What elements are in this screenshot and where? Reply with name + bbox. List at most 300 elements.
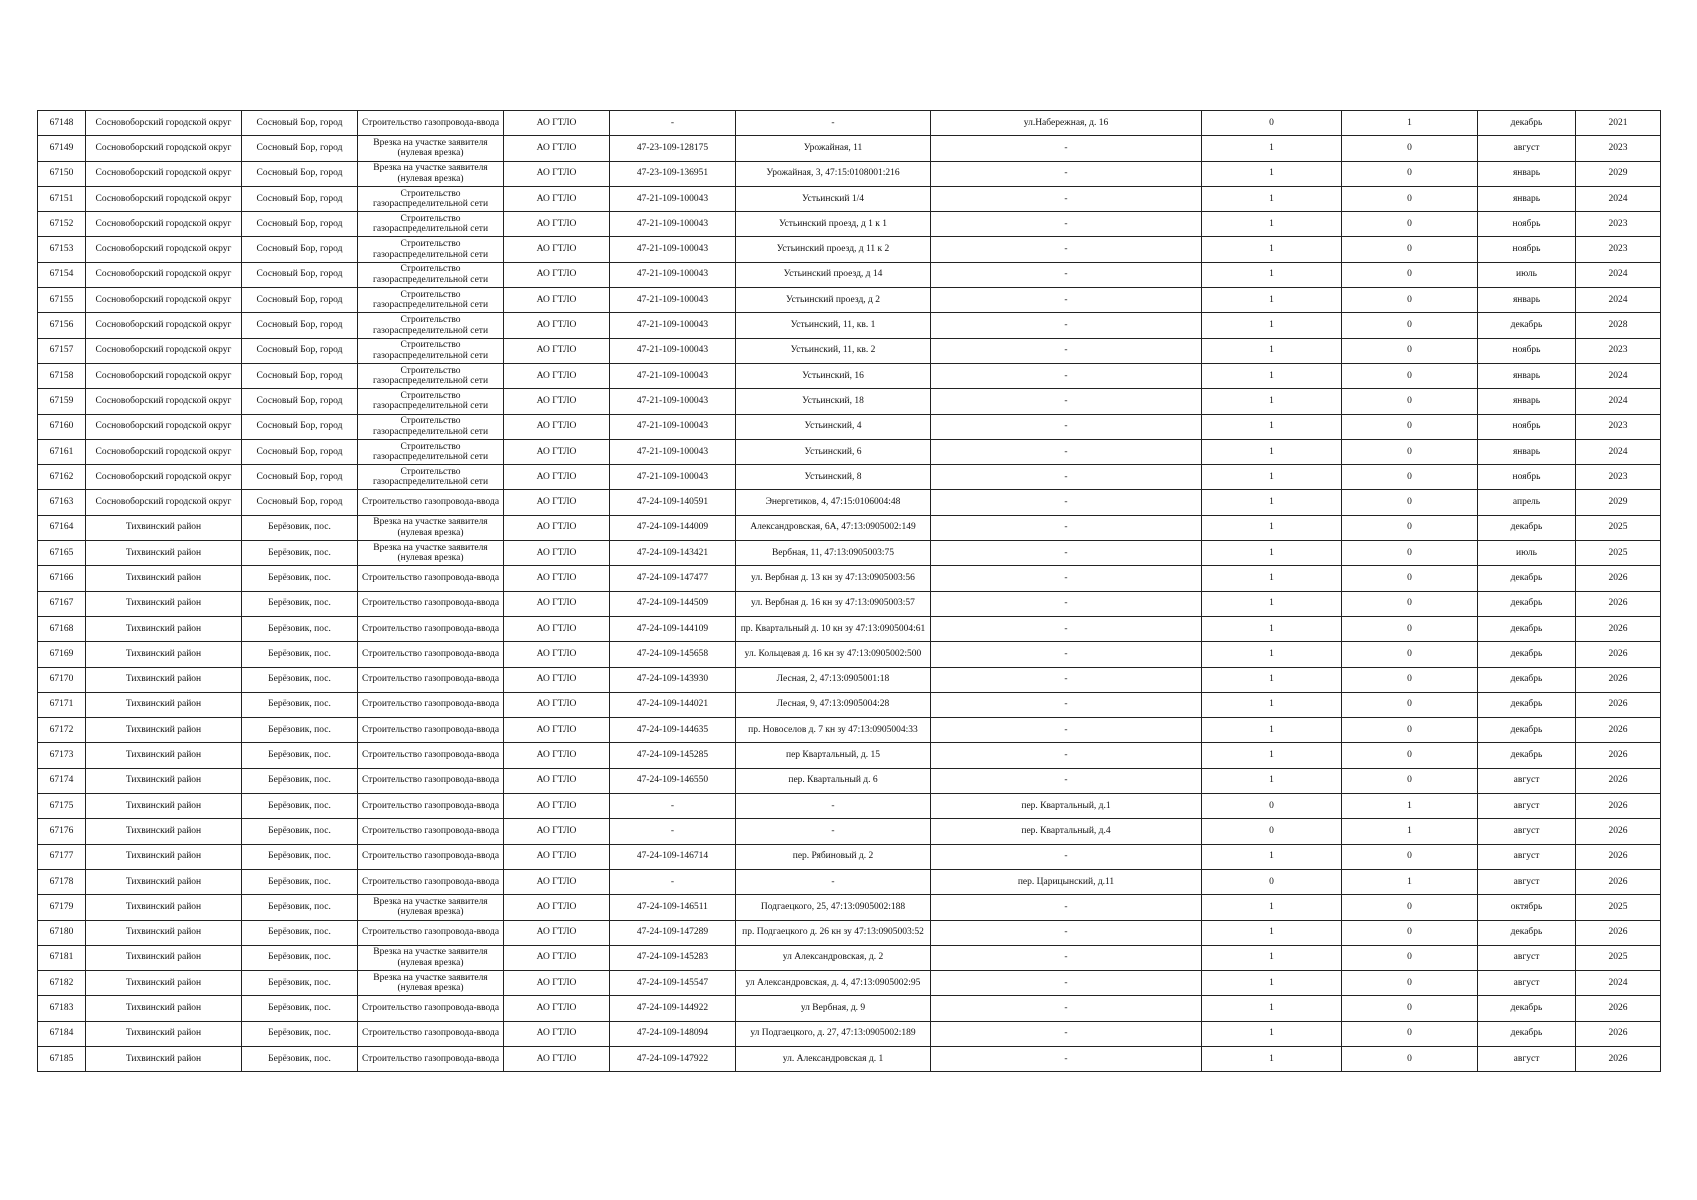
table-row [38,794,1661,819]
alt-address-cell: - [931,1046,1202,1071]
row-number: 67158 [38,363,86,388]
work-type-cell: Строительство газопровода-ввода [358,768,504,793]
flag-b-cell: 0 [1342,313,1478,338]
table-row [38,465,1661,490]
alt-address-cell: - [931,414,1202,439]
application-number-cell: 47-21-109-100043 [610,389,736,414]
settlement-cell: Берёзовик, пос. [242,566,358,591]
address-cell: пер Квартальный, д. 15 [736,743,931,768]
flag-b-cell: 1 [1342,794,1478,819]
organization-cell: АО ГТЛО [504,111,610,136]
flag-b-cell: 0 [1342,212,1478,237]
municipality-cell: Тихвинский район [86,1021,242,1046]
gas-connection-table [37,110,1661,1072]
row-number: 67162 [38,465,86,490]
row-number: 67180 [38,920,86,945]
flag-b-cell: 0 [1342,591,1478,616]
organization-cell: АО ГТЛО [504,288,610,313]
flag-a-cell: 1 [1202,288,1342,313]
row-number: 67167 [38,591,86,616]
application-number-cell: - [610,111,736,136]
month-cell: август [1478,768,1576,793]
settlement-cell: Сосновый Бор, город [242,136,358,161]
year-cell: 2026 [1576,616,1661,641]
row-number: 67154 [38,262,86,287]
year-cell: 2026 [1576,768,1661,793]
flag-b-cell: 0 [1342,161,1478,186]
address-cell: Устьинский 1/4 [736,186,931,211]
row-number: 67171 [38,692,86,717]
work-type-cell: Строительство газопровода-ввода [358,743,504,768]
alt-address-cell: - [931,262,1202,287]
flag-a-cell: 1 [1202,515,1342,540]
alt-address-cell: - [931,515,1202,540]
settlement-cell: Сосновый Бор, город [242,439,358,464]
settlement-cell: Берёзовик, пос. [242,1021,358,1046]
flag-a-cell: 1 [1202,541,1342,566]
month-cell: август [1478,869,1576,894]
municipality-cell: Сосновоборский городской округ [86,313,242,338]
table-row [38,1046,1661,1071]
settlement-cell: Берёзовик, пос. [242,819,358,844]
row-number: 67177 [38,844,86,869]
application-number-cell: 47-24-109-145658 [610,642,736,667]
municipality-cell: Тихвинский район [86,971,242,996]
organization-cell: АО ГТЛО [504,338,610,363]
work-type-cell: Врезка на участке заявителя (нулевая врезка) [358,971,504,996]
table-body [38,111,1661,1072]
flag-a-cell: 0 [1202,794,1342,819]
month-cell: январь [1478,288,1576,313]
flag-a-cell: 1 [1202,186,1342,211]
month-cell: декабрь [1478,616,1576,641]
row-number: 67173 [38,743,86,768]
municipality-cell: Сосновоборский городской округ [86,237,242,262]
municipality-cell: Тихвинский район [86,642,242,667]
organization-cell: АО ГТЛО [504,262,610,287]
organization-cell: АО ГТЛО [504,667,610,692]
flag-a-cell: 1 [1202,439,1342,464]
organization-cell: АО ГТЛО [504,136,610,161]
organization-cell: АО ГТЛО [504,212,610,237]
address-cell: пр. Новоселов д. 7 кн зу 47:13:0905004:33 [736,718,931,743]
municipality-cell: Сосновоборский городской округ [86,262,242,287]
flag-a-cell: 1 [1202,363,1342,388]
flag-b-cell: 0 [1342,895,1478,920]
municipality-cell: Тихвинский район [86,591,242,616]
flag-a-cell: 1 [1202,414,1342,439]
alt-address-cell: - [931,136,1202,161]
flag-b-cell: 0 [1342,237,1478,262]
application-number-cell: 47-24-109-144109 [610,616,736,641]
flag-b-cell: 0 [1342,743,1478,768]
municipality-cell: Тихвинский район [86,844,242,869]
application-number-cell: 47-21-109-100043 [610,288,736,313]
organization-cell: АО ГТЛО [504,186,610,211]
year-cell: 2025 [1576,895,1661,920]
application-number-cell: 47-24-109-144021 [610,692,736,717]
alt-address-cell: - [931,1021,1202,1046]
month-cell: ноябрь [1478,237,1576,262]
table-row [38,642,1661,667]
row-number: 67164 [38,515,86,540]
address-cell: Устьинский, 11, кв. 2 [736,338,931,363]
year-cell: 2029 [1576,490,1661,515]
address-cell: ул. Вербная д. 13 кн зу 47:13:0905003:56 [736,566,931,591]
municipality-cell: Тихвинский район [86,869,242,894]
alt-address-cell: - [931,718,1202,743]
organization-cell: АО ГТЛО [504,895,610,920]
table-row [38,541,1661,566]
alt-address-cell: пер. Царицынский, д.11 [931,869,1202,894]
month-cell: апрель [1478,490,1576,515]
year-cell: 2028 [1576,313,1661,338]
alt-address-cell: - [931,338,1202,363]
flag-b-cell: 0 [1342,465,1478,490]
organization-cell: АО ГТЛО [504,465,610,490]
alt-address-cell: - [931,541,1202,566]
work-type-cell: Врезка на участке заявителя (нулевая врезка) [358,541,504,566]
table-row [38,363,1661,388]
row-number: 67160 [38,414,86,439]
flag-b-cell: 0 [1342,439,1478,464]
flag-b-cell: 0 [1342,996,1478,1021]
address-cell: Лесная, 9, 47:13:0905004:28 [736,692,931,717]
settlement-cell: Сосновый Бор, город [242,414,358,439]
work-type-cell: Врезка на участке заявителя (нулевая врезка) [358,945,504,970]
flag-a-cell: 1 [1202,313,1342,338]
flag-a-cell: 0 [1202,111,1342,136]
settlement-cell: Сосновый Бор, город [242,465,358,490]
work-type-cell: Строительство газопровода-ввода [358,920,504,945]
municipality-cell: Тихвинский район [86,895,242,920]
table-row [38,237,1661,262]
flag-a-cell: 1 [1202,616,1342,641]
organization-cell: АО ГТЛО [504,515,610,540]
municipality-cell: Сосновоборский городской округ [86,389,242,414]
address-cell: Устьинский проезд, д 2 [736,288,931,313]
address-cell: Устьинский проезд, д 14 [736,262,931,287]
application-number-cell: 47-24-109-145283 [610,945,736,970]
address-cell: Александровская, 6А, 47:13:0905002:149 [736,515,931,540]
table-row [38,288,1661,313]
flag-a-cell: 1 [1202,161,1342,186]
organization-cell: АО ГТЛО [504,869,610,894]
organization-cell: АО ГТЛО [504,414,610,439]
flag-b-cell: 1 [1342,111,1478,136]
row-number: 67175 [38,794,86,819]
flag-a-cell: 1 [1202,389,1342,414]
work-type-cell: Строительство газопровода-ввода [358,819,504,844]
flag-a-cell: 0 [1202,869,1342,894]
municipality-cell: Тихвинский район [86,667,242,692]
organization-cell: АО ГТЛО [504,1021,610,1046]
organization-cell: АО ГТЛО [504,819,610,844]
settlement-cell: Берёзовик, пос. [242,794,358,819]
work-type-cell: Врезка на участке заявителя (нулевая врезка) [358,136,504,161]
flag-b-cell: 0 [1342,692,1478,717]
table-row [38,515,1661,540]
year-cell: 2026 [1576,642,1661,667]
month-cell: декабрь [1478,566,1576,591]
address-cell: пер. Рябиновый д. 2 [736,844,931,869]
row-number: 67152 [38,212,86,237]
settlement-cell: Берёзовик, пос. [242,971,358,996]
application-number-cell: 47-24-109-144509 [610,591,736,616]
organization-cell: АО ГТЛО [504,439,610,464]
alt-address-cell: - [931,288,1202,313]
flag-a-cell: 1 [1202,490,1342,515]
year-cell: 2026 [1576,794,1661,819]
application-number-cell: 47-24-109-148094 [610,1021,736,1046]
alt-address-cell: - [931,591,1202,616]
flag-a-cell: 1 [1202,996,1342,1021]
row-number: 67183 [38,996,86,1021]
year-cell: 2023 [1576,212,1661,237]
flag-a-cell: 1 [1202,844,1342,869]
alt-address-cell: - [931,313,1202,338]
flag-a-cell: 1 [1202,642,1342,667]
alt-address-cell: - [931,465,1202,490]
settlement-cell: Сосновый Бор, город [242,186,358,211]
address-cell: Подгаецкого, 25, 47:13:0905002:188 [736,895,931,920]
alt-address-cell: - [931,212,1202,237]
year-cell: 2026 [1576,920,1661,945]
municipality-cell: Сосновоборский городской округ [86,186,242,211]
settlement-cell: Берёзовик, пос. [242,743,358,768]
row-number: 67184 [38,1021,86,1046]
settlement-cell: Берёзовик, пос. [242,869,358,894]
organization-cell: АО ГТЛО [504,642,610,667]
flag-a-cell: 1 [1202,768,1342,793]
flag-a-cell: 0 [1202,819,1342,844]
flag-b-cell: 0 [1342,642,1478,667]
application-number-cell: 47-24-109-144009 [610,515,736,540]
month-cell: январь [1478,439,1576,464]
address-cell: ул Александровская, д. 2 [736,945,931,970]
year-cell: 2024 [1576,389,1661,414]
table-row [38,389,1661,414]
settlement-cell: Берёзовик, пос. [242,591,358,616]
year-cell: 2026 [1576,718,1661,743]
alt-address-cell: ул.Набережная, д. 16 [931,111,1202,136]
address-cell: - [736,869,931,894]
application-number-cell: 47-24-109-145285 [610,743,736,768]
table-row [38,616,1661,641]
address-cell: - [736,819,931,844]
application-number-cell: 47-23-109-128175 [610,136,736,161]
alt-address-cell: - [931,920,1202,945]
row-number: 67163 [38,490,86,515]
application-number-cell: 47-24-109-146714 [610,844,736,869]
organization-cell: АО ГТЛО [504,971,610,996]
work-type-cell: Врезка на участке заявителя (нулевая врезка) [358,895,504,920]
organization-cell: АО ГТЛО [504,490,610,515]
organization-cell: АО ГТЛО [504,844,610,869]
settlement-cell: Сосновый Бор, город [242,490,358,515]
settlement-cell: Берёзовик, пос. [242,515,358,540]
table-row [38,212,1661,237]
month-cell: декабрь [1478,743,1576,768]
settlement-cell: Сосновый Бор, город [242,111,358,136]
month-cell: январь [1478,363,1576,388]
work-type-cell: Врезка на участке заявителя (нулевая врезка) [358,515,504,540]
work-type-cell: Строительство газораспределительной сети [358,338,504,363]
year-cell: 2023 [1576,338,1661,363]
table-row [38,945,1661,970]
year-cell: 2025 [1576,945,1661,970]
flag-a-cell: 1 [1202,920,1342,945]
alt-address-cell: - [931,768,1202,793]
work-type-cell: Строительство газораспределительной сети [358,288,504,313]
row-number: 67149 [38,136,86,161]
alt-address-cell: - [931,971,1202,996]
alt-address-cell: - [931,667,1202,692]
address-cell: Энергетиков, 4, 47:15:0106004:48 [736,490,931,515]
work-type-cell: Строительство газопровода-ввода [358,844,504,869]
alt-address-cell: - [931,439,1202,464]
organization-cell: АО ГТЛО [504,566,610,591]
month-cell: декабрь [1478,515,1576,540]
organization-cell: АО ГТЛО [504,363,610,388]
flag-a-cell: 1 [1202,566,1342,591]
row-number: 67168 [38,616,86,641]
row-number: 67156 [38,313,86,338]
application-number-cell: 47-24-109-146511 [610,895,736,920]
application-number-cell: 47-21-109-100043 [610,212,736,237]
month-cell: декабрь [1478,642,1576,667]
organization-cell: АО ГТЛО [504,718,610,743]
row-number: 67178 [38,869,86,894]
settlement-cell: Берёзовик, пос. [242,895,358,920]
settlement-cell: Сосновый Бор, город [242,288,358,313]
flag-a-cell: 1 [1202,743,1342,768]
table-row [38,667,1661,692]
row-number: 67172 [38,718,86,743]
application-number-cell: - [610,819,736,844]
year-cell: 2024 [1576,971,1661,996]
address-cell: Урожайная, 3, 47:15:0108001:216 [736,161,931,186]
month-cell: декабрь [1478,718,1576,743]
municipality-cell: Тихвинский район [86,718,242,743]
row-number: 67161 [38,439,86,464]
table-row [38,161,1661,186]
flag-a-cell: 1 [1202,971,1342,996]
municipality-cell: Тихвинский район [86,541,242,566]
work-type-cell: Строительство газопровода-ввода [358,616,504,641]
work-type-cell: Строительство газораспределительной сети [358,363,504,388]
flag-a-cell: 1 [1202,1046,1342,1071]
settlement-cell: Сосновый Бор, город [242,363,358,388]
organization-cell: АО ГТЛО [504,541,610,566]
flag-b-cell: 1 [1342,869,1478,894]
flag-a-cell: 1 [1202,895,1342,920]
flag-b-cell: 0 [1342,945,1478,970]
month-cell: январь [1478,389,1576,414]
alt-address-cell: - [931,996,1202,1021]
row-number: 67155 [38,288,86,313]
flag-b-cell: 0 [1342,667,1478,692]
row-number: 67176 [38,819,86,844]
address-cell: - [736,794,931,819]
address-cell: Устьинский, 8 [736,465,931,490]
month-cell: декабрь [1478,996,1576,1021]
application-number-cell: - [610,794,736,819]
year-cell: 2029 [1576,161,1661,186]
flag-a-cell: 1 [1202,262,1342,287]
work-type-cell: Строительство газопровода-ввода [358,1021,504,1046]
address-cell: Устьинский, 6 [736,439,931,464]
work-type-cell: Строительство газораспределительной сети [358,262,504,287]
month-cell: декабрь [1478,692,1576,717]
work-type-cell: Строительство газопровода-ввода [358,667,504,692]
year-cell: 2024 [1576,363,1661,388]
alt-address-cell: - [931,490,1202,515]
flag-b-cell: 0 [1342,186,1478,211]
table-row [38,819,1661,844]
month-cell: декабрь [1478,920,1576,945]
flag-b-cell: 0 [1342,1021,1478,1046]
organization-cell: АО ГТЛО [504,313,610,338]
alt-address-cell: - [931,161,1202,186]
municipality-cell: Сосновоборский городской округ [86,363,242,388]
alt-address-cell: - [931,237,1202,262]
municipality-cell: Сосновоборский городской округ [86,465,242,490]
row-number: 67174 [38,768,86,793]
flag-b-cell: 0 [1342,718,1478,743]
table-row [38,996,1661,1021]
municipality-cell: Сосновоборский городской округ [86,338,242,363]
application-number-cell: 47-24-109-144922 [610,996,736,1021]
work-type-cell: Строительство газопровода-ввода [358,566,504,591]
application-number-cell: 47-21-109-100043 [610,414,736,439]
month-cell: ноябрь [1478,338,1576,363]
month-cell: август [1478,819,1576,844]
municipality-cell: Тихвинский район [86,819,242,844]
settlement-cell: Берёзовик, пос. [242,1046,358,1071]
flag-a-cell: 1 [1202,212,1342,237]
month-cell: август [1478,945,1576,970]
work-type-cell: Строительство газораспределительной сети [358,439,504,464]
month-cell: январь [1478,186,1576,211]
row-number: 67150 [38,161,86,186]
table-row [38,414,1661,439]
work-type-cell: Строительство газораспределительной сети [358,414,504,439]
settlement-cell: Берёзовик, пос. [242,541,358,566]
row-number: 67169 [38,642,86,667]
settlement-cell: Берёзовик, пос. [242,616,358,641]
month-cell: декабрь [1478,1021,1576,1046]
application-number-cell: 47-24-109-146550 [610,768,736,793]
row-number: 67151 [38,186,86,211]
flag-b-cell: 0 [1342,616,1478,641]
address-cell: Устьинский проезд, д 1 к 1 [736,212,931,237]
organization-cell: АО ГТЛО [504,768,610,793]
table-row [38,338,1661,363]
settlement-cell: Сосновый Бор, город [242,161,358,186]
year-cell: 2026 [1576,743,1661,768]
flag-a-cell: 1 [1202,465,1342,490]
application-number-cell: 47-21-109-100043 [610,186,736,211]
municipality-cell: Тихвинский район [86,794,242,819]
address-cell: Устьинский проезд, д 11 к 2 [736,237,931,262]
month-cell: ноябрь [1478,465,1576,490]
year-cell: 2023 [1576,465,1661,490]
municipality-cell: Сосновоборский городской округ [86,288,242,313]
month-cell: январь [1478,161,1576,186]
address-cell: ул. Александровская д. 1 [736,1046,931,1071]
table-row [38,111,1661,136]
